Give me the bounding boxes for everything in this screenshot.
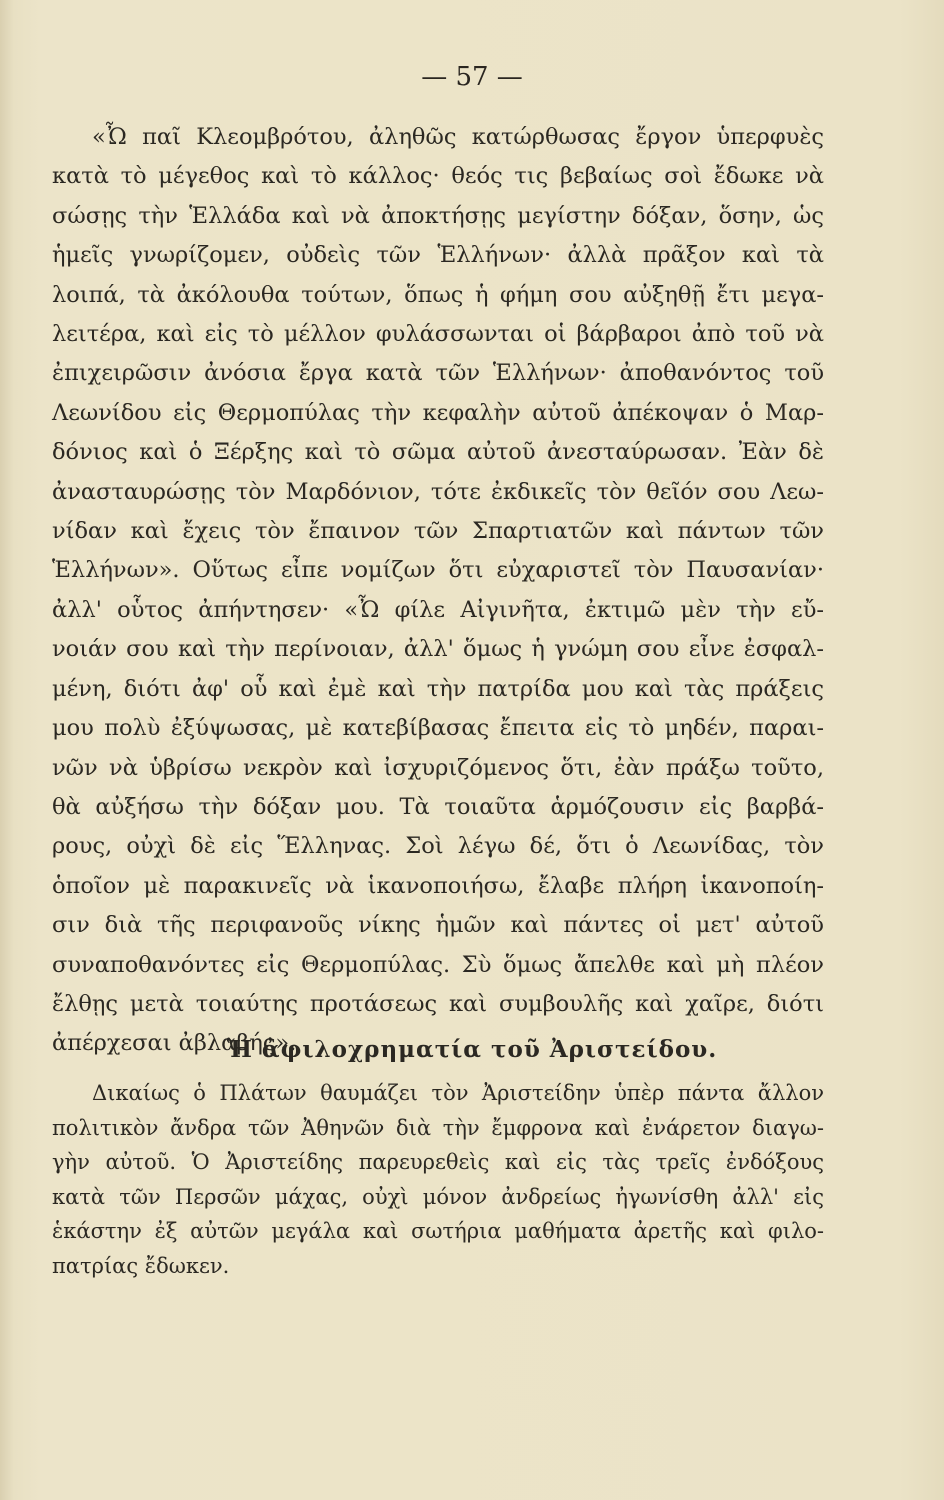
- text-line: «Ὦ παῖ Κλεομβρότου, ἀληθῶς κατώρθωσας ἔργον ὑπερφυὲς: [92, 124, 824, 150]
- text-line: νῶν νὰ ὑβρίσω νεκρὸν καὶ ἰσχυριζόμενος ὅτι, ἐὰν πράξω τοῦτο,: [52, 754, 824, 781]
- text-line: μένη, διότι ἀφ' οὗ καὶ ἐμὲ καὶ τὴν πατρίδα μου καὶ τὰς πράξεις: [52, 675, 824, 702]
- text-line: Ἑλλήνων». Οὕτως εἶπε νομίζων ὅτι εὐχαριστεῖ τὸν Παυσανίαν·: [52, 557, 824, 584]
- text-line: θὰ αὐξήσω τὴν δόξαν μου. Τὰ τοιαῦτα ἁρμόζουσιν εἰς βαρβά-: [52, 793, 824, 820]
- text-line: κατὰ τῶν Περσῶν μάχας, οὐχὶ μόνον ἀνδρείως ἠγωνίσθη ἀλλ' εἰς: [52, 1184, 824, 1209]
- text-line: πατρίας ἔδωκεν.: [52, 1253, 230, 1278]
- paragraph-2: [52, 1076, 824, 1284]
- text-line: συναποθανόντες εἰς Θερμοπύλας. Σὺ ὅμως ἄπελθε καὶ μὴ πλέον: [52, 951, 824, 978]
- text-line: Λεωνίδου εἰς Θερμοπύλας τὴν κεφαλὴν αὐτοῦ ἀπέκοψαν ὁ Μαρ-: [52, 399, 824, 426]
- text-line: κατὰ τὸ μέγεθος καὶ τὸ κάλλος· θεός τις βεβαίως σοὶ ἔδωκε νὰ: [52, 163, 824, 190]
- text-line: ἐπιχειρῶσιν ἀνόσια ἔργα κατὰ τῶν Ἑλλήνων· ἀποθανόντος τοῦ: [52, 360, 824, 387]
- text-line: ἀνασταυρώσῃς τὸν Μαρδόνιον, τότε ἐκδικεῖς τὸν θεῖόν σου Λεω-: [52, 478, 824, 505]
- text-line: ὁποῖον μὲ παρακινεῖς νὰ ἱκανοποιήσω, ἔλαβε πλήρη ἱκανοποίη-: [52, 872, 824, 899]
- text-line: σιν διὰ τῆς περιφανοῦς νίκης ἡμῶν καὶ πάντες οἱ μετ' αὐτοῦ: [52, 912, 824, 939]
- text-line: νίδαν καὶ ἔχεις τὸν ἔπαινον τῶν Σπαρτιατῶν καὶ πάντων τῶν: [52, 518, 824, 545]
- text-line: νοιάν σου καὶ τὴν περίνοιαν, ἀλλ' ὅμως ἡ γνώμη σου εἶνε ἐσφαλ-: [52, 636, 824, 663]
- text-line: Δικαίως ὁ Πλάτων θαυμάζει τὸν Ἀριστείδην ὑπὲρ πάντα ἄλλον: [92, 1081, 824, 1105]
- text-line: ἀλλ' οὗτος ἀπήντησεν· «Ὦ φίλε Αἰγινῆτα, ἐκτιμῶ μὲν τὴν εὔ-: [52, 596, 824, 623]
- section-heading: Ἡ ἀφιλοχρηματία τοῦ Ἀριστείδου.: [226, 1036, 718, 1063]
- text-line: πολιτικὸν ἄνδρα τῶν Ἀθηνῶν διὰ τὴν ἔμφρονα καὶ ἐνάρετον διαγω-: [52, 1115, 824, 1140]
- text-line: λειτέρα, καὶ εἰς τὸ μέλλον φυλάσσωνται οἱ βάρβαροι ἀπὸ τοῦ νὰ: [52, 321, 824, 348]
- text-line: ἑκάστην ἐξ αὐτῶν μεγάλα καὶ σωτήρια μαθήματα ἀρετῆς καὶ φιλο-: [52, 1219, 824, 1244]
- text-line: δόνιος καὶ ὁ Ξέρξης καὶ τὸ σῶμα αὐτοῦ ἀνεσταύρωσαν. Ἐὰν δὲ: [52, 439, 824, 466]
- paragraph-1: [52, 118, 824, 1064]
- text-line: λοιπά, τὰ ἀκόλουθα τούτων, ὅπως ἡ φήμη σου αὐξηθῇ ἔτι μεγα-: [52, 281, 824, 308]
- text-line: ἔλθῃς μετὰ τοιαύτης προτάσεως καὶ συμβουλῆς καὶ χαῖρε, διότι: [52, 990, 824, 1017]
- text-line: σώσῃς τὴν Ἑλλάδα καὶ νὰ ἀποκτήσῃς μεγίστην δόξαν, ὅσην, ὡς: [52, 202, 824, 229]
- text-line: ἡμεῖς γνωρίζομεν, οὐδεὶς τῶν Ἑλλήνων· ἀλλὰ πρᾶξον καὶ τὰ: [52, 242, 824, 269]
- text-line: μου πολὺ ἐξύψωσας, μὲ κατεβίβασας ἔπειτα εἰς τὸ μηδέν, παραι-: [52, 715, 824, 742]
- page-number: — 57 —: [421, 62, 523, 92]
- text-line: ρους, οὐχὶ δὲ εἰς Ἕλληνας. Σοὶ λέγω δέ, ὅτι ὁ Λεωνίδας, τὸν: [52, 833, 824, 860]
- text-line: γὴν αὐτοῦ. Ὁ Ἀριστείδης παρευρεθεὶς καὶ εἰς τὰς τρεῖς ἐνδόξους: [52, 1150, 824, 1175]
- text-line: ἀπέρχεσαι ἀβλαβής».: [52, 1030, 297, 1057]
